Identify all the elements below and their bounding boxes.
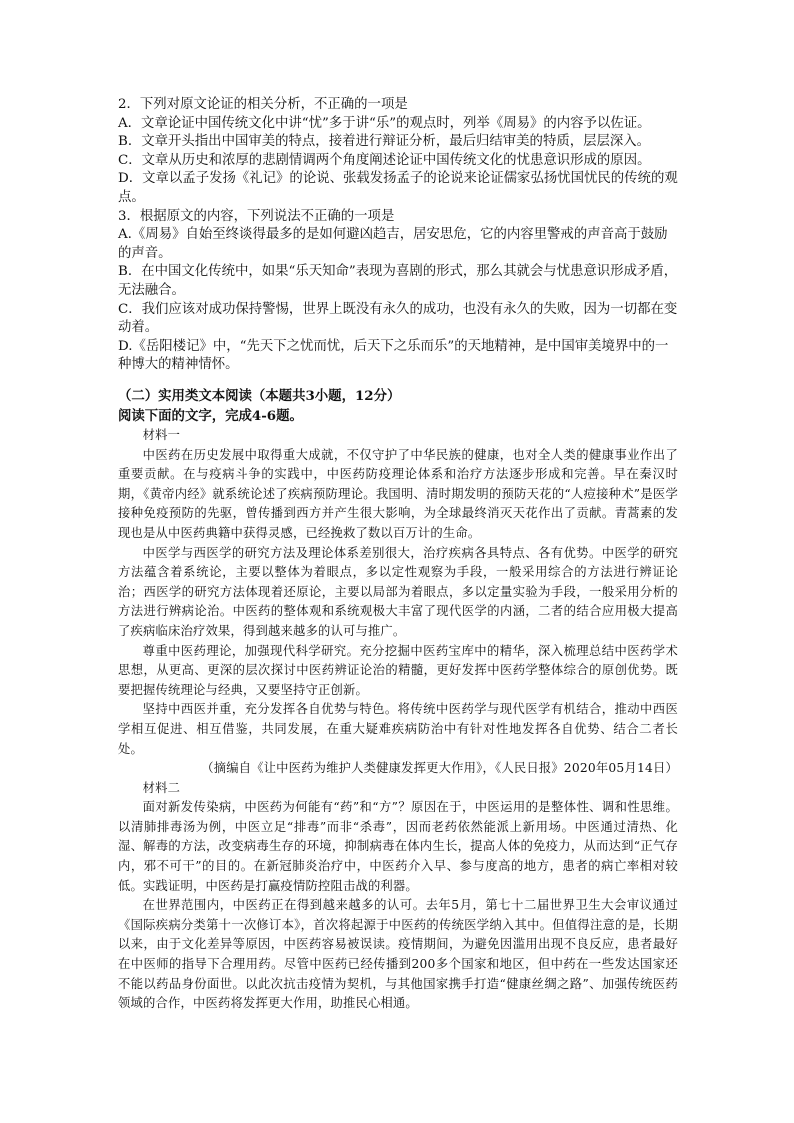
question-3-stem: 3．根据原文的内容，下列说法不正确的一项是 [118, 208, 395, 224]
material-1-paragraph: 中医学与西医学的研究方法及理论体系差别很大，治疗疾病各具特点、各有优势。中医学的研究方法蕴含着系统论，主要以整体为着眼点，多以定性观察为手段，一般采用综合的方法进行辨证论治；西医学的研究方法体现着还原论，主要以局部为着眼点，多以定量实验为手段，一般采用分析的方法进行辨病论治。中医药的整体观和系统观极大丰富了现代医学的内涵，二者的结合应用极大提高了疾病临床治疗效果，得到越来越多的认可与推广。 [118, 545, 678, 638]
material-1-label: 材料一 [142, 428, 181, 442]
question-2-option-d: D．文章以孟子发扬《礼记》的论说、张载发扬孟子的论说来论证儒家弘扬忧国忧民的传统的观点。 [118, 171, 678, 205]
material-1-paragraph: 中医药在历史发展中取得重大成就，不仅守护了中华民族的健康，也对全人类的健康事业作出了重要贡献。在与疫病斗争的实践中，中医药防疫理论体系和治疗方法逐步形成和完善。早在秦汉时期，《黄帝内经》就系统论述了疾病预防理论。我国明、清时期发明的预防天花的“人痘接种术”是医学接种免疫预防的先驱，曾传播到西方并产生很大影响，为全球最终消灭天花作出了贡献。青蒿素的发现也是从中医药典籍中获得灵感，已经挽救了数以百万计的生命。 [118, 447, 678, 540]
question-3-option-b: B．在中国文化传统中，如果“乐天知命”表现为喜剧的形式，那么其就会与忧患意识形成矛盾，无法融合。 [118, 264, 678, 298]
question-2-stem: 2．下列对原文论证的相关分析，不正确的一项是 [118, 97, 408, 112]
reading-section [118, 387, 678, 1014]
question-3-option-c: C．我们应该对成功保持警惕，世界上既没有永久的成功，也没有永久的失败，因为一切都在变动着。 [118, 301, 678, 336]
question-2-option-a: A．文章论证中国传统文化中讲“忧”多于讲“乐”的观点时，列举《周易》的内容予以佐证。 [118, 115, 651, 131]
material-1-source: （摘编自《让中医药为维护人类健康发挥更大作用》，《人民日报》2020年05月14日） [201, 761, 678, 776]
material-2-paragraph: 在世界范围内，中医药正在得到越来越多的认可。去年5月，第七十二届世界卫生大会审议通过《国际疾病分类第十一次修订本》，首次将起源于中医药的传统医学纳入其中。但值得注意的是，长期以来，由于文化差异等原因，中医药容易被误读。疫情期间，为避免因滥用出现不良反应，患者最好在中医师的指导下合理用药。尽管中医药已经传播到200多个国家和地区，但中药在一些发达国家还不能以药品身份面世。以此次抗击疫情为契机，与其他国家携手打造“健康丝绸之路”、加强传统医药领域的合作，中医药将发挥更大作用，助推民心相通。 [118, 898, 678, 1011]
material-1-paragraph: 尊重中医药理论，加强现代科学研究。充分挖掘中医药宝库中的精华，深入梳理总结中医药学术思想，从更高、更深的层次探讨中医药辨证论治的精髓，更好发挥中医药学整体综合的原创优势。既要把握传统理论与经典，又要坚持守正创新。 [118, 643, 678, 697]
material-1-paragraph: 坚持中西医并重，充分发挥各自优势与特色。将传统中医药学与现代医学有机结合，推动中西医学相互促进、相互借鉴，共同发展，在重大疑难疾病防治中有针对性地发挥各自优势、结合二者长处。 [118, 702, 678, 756]
section-heading: （二）实用类文本阅读（本题共3小题，12分） [118, 388, 401, 404]
question-2-option-b: B．文章开头指出中国审美的特点，接着进行辩证分析，最后归结审美的特质，层层深入。 [118, 134, 651, 150]
question-3-option-d: D.《岳阳楼记》中，“先天下之忧而忧，后天下之乐而乐”的天地精神，是中国审美境界中的一种博大的精神情怀。 [118, 338, 669, 373]
questions-section [118, 96, 678, 375]
material-2-label: 材料二 [142, 780, 181, 795]
material-2-paragraph: 面对新发传染病，中医药为何能有“药”和“方”？原因在于，中医运用的是整体性、调和性思维。以清肺排毒汤为例，中医立足“排毒”而非“杀毒”，因而老药依然能派上新用场。中医通过清热、化湿、解毒的方法，改变病毒生存的环境，抑制病毒在体内生长，提高人体的免疫力，从而达到“正气存内，邪不可干”的目的。在新冠肺炎治疗中，中医药介入早、参与度高的地方，患者的病亡率相对较低。实践证明，中医药是打赢疫情防控阻击战的利器。 [118, 800, 678, 893]
question-2-option-c: C．文章从历史和浓厚的悲剧情调两个角度阐述论证中国传统文化的忧患意识形成的原因。 [118, 152, 651, 168]
question-3-option-a: A.《周易》自始至终谈得最多的是如何避凶趋吉，居安思危，它的内容里警戒的声音高于鼓励的声音。 [118, 227, 668, 261]
section-instruction: 阅读下面的文字，完成4-6题。 [118, 408, 303, 424]
